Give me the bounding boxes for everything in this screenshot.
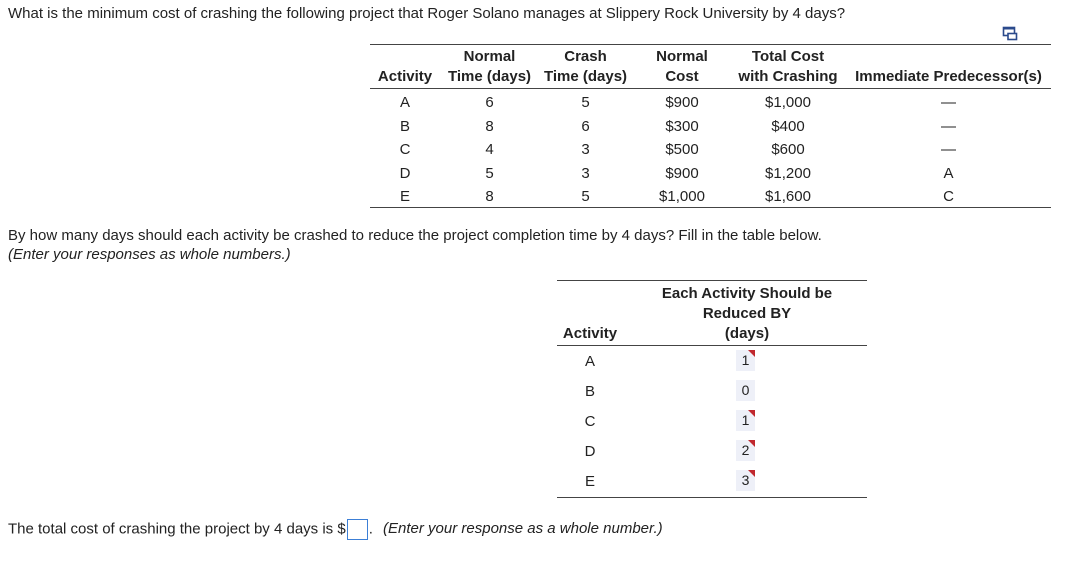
total-cost-prefix: The total cost of crashing the project by 4 days is $ xyxy=(8,520,346,538)
header-total-cost-line1: Total Cost xyxy=(751,48,825,65)
flag-icon xyxy=(748,440,755,447)
copy-icon[interactable] xyxy=(1002,25,1018,41)
header-activity: Activity xyxy=(377,68,433,85)
answer-value: 2 xyxy=(741,442,750,458)
cell-predecessor: — xyxy=(941,94,956,111)
cell-activity: A xyxy=(399,94,410,111)
cell-crash-time: 3 xyxy=(581,165,590,182)
cell-crash-time: 5 xyxy=(581,94,590,111)
answer-value: 1 xyxy=(741,352,750,368)
total-cost-input[interactable] xyxy=(347,519,368,540)
cell-activity: C xyxy=(399,141,411,158)
cell-activity: D xyxy=(584,443,596,460)
cell-predecessor: — xyxy=(941,141,956,158)
cell-total-cost: $1,600 xyxy=(765,188,811,205)
header-reduced-line1: Each Activity Should be xyxy=(661,285,833,302)
answer-value: 0 xyxy=(741,382,750,398)
cell-activity: B xyxy=(399,118,410,135)
cell-normal-cost: $500 xyxy=(665,141,699,158)
cell-crash-time: 6 xyxy=(581,118,590,135)
cell-total-cost: $1,000 xyxy=(765,94,811,111)
cell-activity: C xyxy=(584,413,596,430)
answer-value: 3 xyxy=(741,472,750,488)
table-rule xyxy=(370,207,1051,208)
cell-activity: D xyxy=(399,165,411,182)
total-cost-note: (Enter your response as a whole number.) xyxy=(383,520,663,538)
cell-normal-cost: $1,000 xyxy=(659,188,705,205)
cell-predecessor: C xyxy=(943,188,954,205)
header-normal-time-line2: Time (days) xyxy=(447,68,532,85)
answer-box[interactable] xyxy=(736,440,755,461)
cell-normal-time: 4 xyxy=(485,141,494,158)
table-rule xyxy=(557,345,867,346)
cell-normal-time: 5 xyxy=(485,165,494,182)
header-crash-time-line1: Crash xyxy=(564,48,607,65)
header-activity: Activity xyxy=(562,325,618,342)
cell-total-cost: $600 xyxy=(771,141,805,158)
cell-normal-time: 6 xyxy=(485,94,494,111)
cell-total-cost: $1,200 xyxy=(765,165,811,182)
answer-box[interactable] xyxy=(736,470,755,491)
table-rule xyxy=(370,88,1051,89)
total-cost-period: . xyxy=(368,520,373,538)
cell-normal-cost: $900 xyxy=(665,165,699,182)
table-rule xyxy=(557,280,867,281)
cell-normal-cost: $300 xyxy=(665,118,699,135)
total-cost-line xyxy=(8,519,663,540)
cell-activity: E xyxy=(399,188,410,205)
instruction-note: (Enter your responses as whole numbers.) xyxy=(8,246,291,263)
cell-total-cost: $400 xyxy=(771,118,805,135)
cell-normal-time: 8 xyxy=(485,118,494,135)
cell-crash-time: 5 xyxy=(581,188,590,205)
header-crash-time-line2: Time (days) xyxy=(543,68,628,85)
cell-activity: A xyxy=(584,353,595,370)
answer-value: 1 xyxy=(741,412,750,428)
header-reduced-line3: (days) xyxy=(724,325,770,342)
header-normal-time-line1: Normal xyxy=(463,48,516,65)
cell-predecessor: A xyxy=(943,165,954,182)
flag-icon xyxy=(748,470,755,477)
table-rule xyxy=(557,497,867,498)
cell-normal-time: 8 xyxy=(485,188,494,205)
flag-icon xyxy=(748,410,755,417)
table-rule xyxy=(370,44,1051,45)
header-normal-cost-line1: Normal xyxy=(656,48,708,65)
question-text: What is the minimum cost of crashing the following project that Roger Solano manages at Slippery Rock University by 4 days? xyxy=(8,5,846,22)
cell-activity: B xyxy=(584,383,595,400)
cell-predecessor: — xyxy=(941,118,956,135)
answer-box[interactable] xyxy=(736,380,755,401)
cell-crash-time: 3 xyxy=(581,141,590,158)
cell-normal-cost: $900 xyxy=(665,94,699,111)
flag-icon xyxy=(748,350,755,357)
header-predecessor: Immediate Predecessor(s) xyxy=(855,68,1042,85)
header-total-cost-line2: with Crashing xyxy=(738,68,838,85)
header-normal-cost-line2: Cost xyxy=(665,68,699,85)
answer-box[interactable] xyxy=(736,350,755,371)
header-reduced-line2: Reduced BY xyxy=(702,305,792,322)
answer-box[interactable] xyxy=(736,410,755,431)
cell-activity: E xyxy=(584,473,595,490)
instruction-text: By how many days should each activity be crashed to reduce the project completion time by 4 days? Fill in the table below. xyxy=(8,227,822,244)
